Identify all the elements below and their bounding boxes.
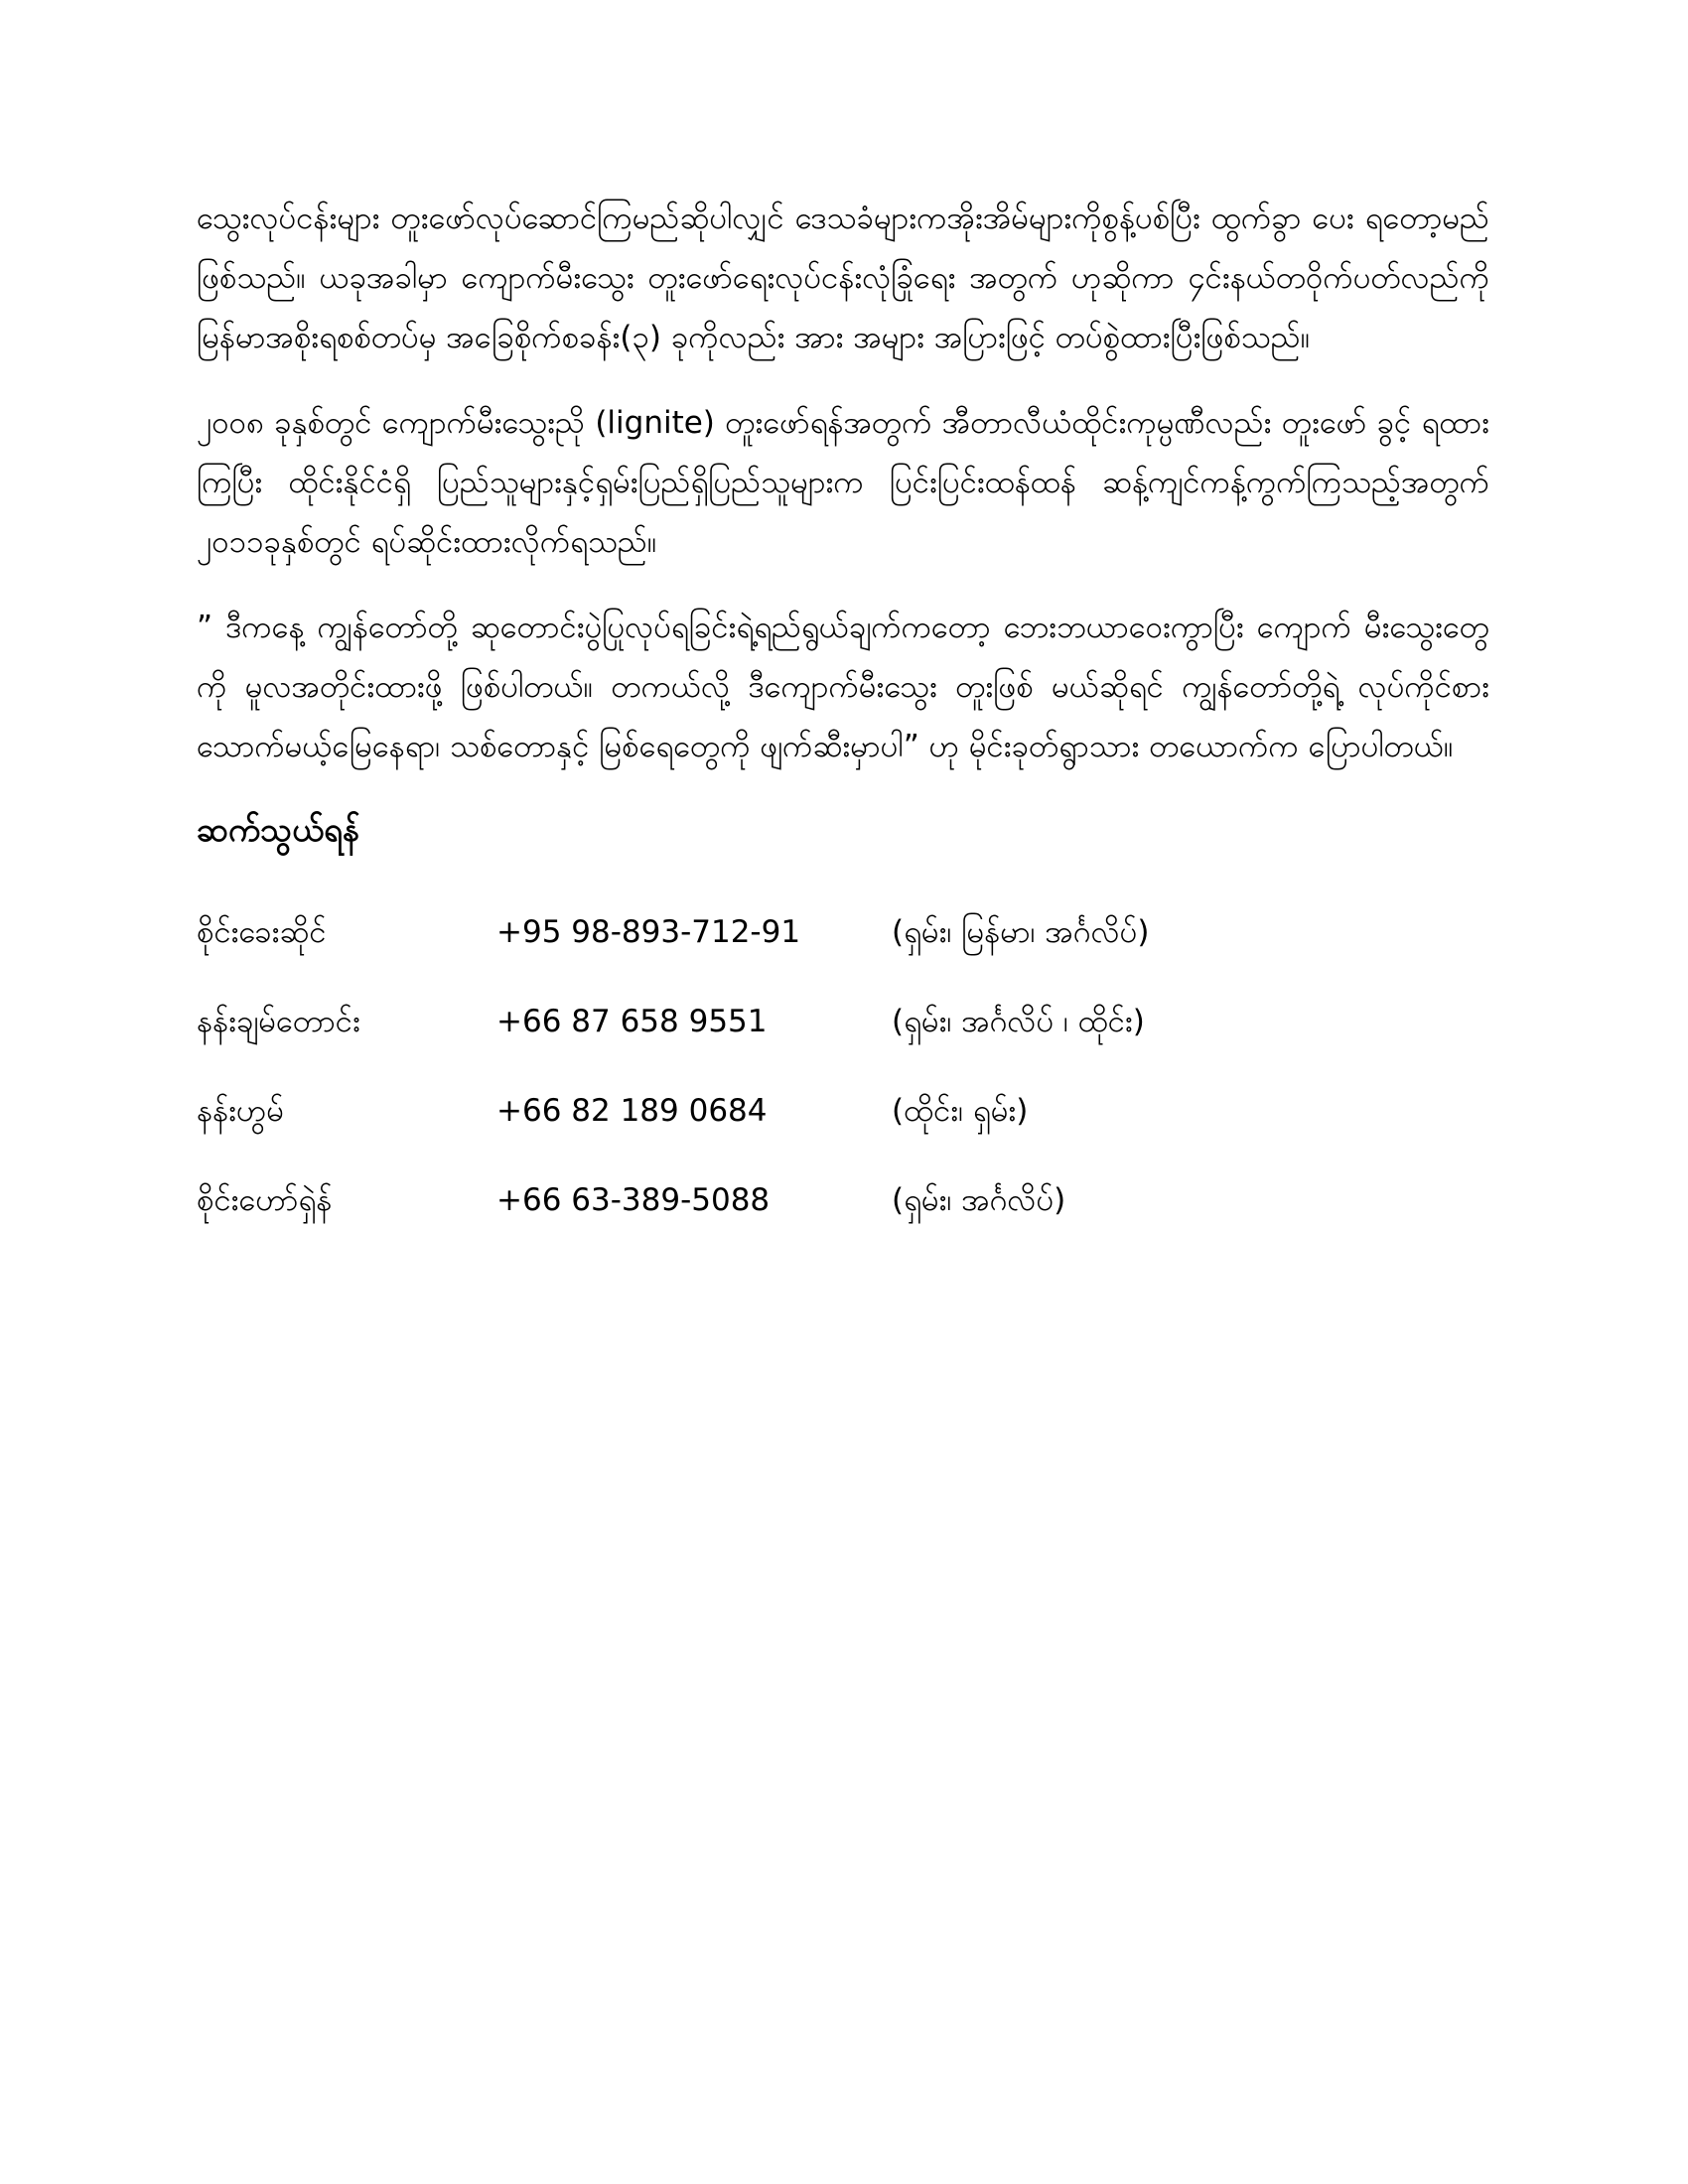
contact-phone: +66 87 658 9551 (496, 1004, 768, 1039)
contact-phone: +95 98-893-712-91 (496, 914, 801, 950)
paragraph-villager-quote: ” ဒီကနေ့ ကျွန်တော်တို့ ဆုတောင်းပွဲပြုလုပ်ရခြင်းရဲ့ရည်ရွယ်ချက်ကတော့ ဘေးဘယာဝေးကွာပြီး ကျောက် မီးသွေးတွေကို မူလအတိုင်းထားဖို့ ဖြစ်ပါတယ်။ တကယ်လို့ ဒီကျောက်မီးသွေး တူးဖြစ် မယ်ဆိုရင် ကျွန်တော်တို့ရဲ့ လုပ်ကိုင်စားသောက်မယ့်မြေနေရာ၊ သစ်တောနှင့် မြစ်ရေတွေကို ဖျက်ဆီးမှာပါ” ဟု မိုင်းခုတ်ရွာသား တယောက်က ပြောပါတယ်။ (197, 610, 1489, 764)
document-body (197, 189, 1489, 1245)
contact-phone: +66 63-389-5088 (496, 1182, 771, 1218)
paragraph-lignite-history: ၂၀၀၈ ခုနှစ်တွင် ကျောက်မီးသွေးညို (lignite) တူးဖော်ရန်အတွက် အီတာလီယံထိုင်းကုမ္ပဏီလည်း တူးဖော် ခွင့် ရထားကြပြီး ထိုင်းနိုင်ငံရှိ ပြည်သူများနှင့်ရှမ်းပြည်ရှိပြည်သူများက ပြင်းပြင်းထန်ထန် ဆန့်ကျင်ကန့်ကွက်ကြသည့်အတွက် ၂၀၁၁ခုနှစ်တွင် ရပ်ဆိုင်းထားလိုက်ရသည်။ (197, 405, 1489, 560)
contact-phone: +66 82 189 0684 (496, 1093, 768, 1129)
contact-row (197, 1066, 1289, 1156)
contact-row (197, 977, 1289, 1066)
contact-languages: (ရှမ်း၊ အင်္ဂလိပ်) (892, 1182, 1066, 1218)
contact-name: စိုင်းခေးဆိုင် (197, 914, 327, 950)
contact-row (197, 1156, 1289, 1245)
contact-languages: (ရှမ်း၊ မြန်မာ၊ အင်္ဂလိပ်) (892, 914, 1150, 950)
contact-languages: (ရှမ်း၊ အင်္ဂလိပ် ၊ ထိုင်း) (892, 1004, 1145, 1039)
contact-name: နန်းဟွမ် (197, 1093, 285, 1129)
paragraph-mining-impact: သွေးလုပ်ငန်းများ တူးဖော်လုပ်ဆောင်ကြမည်ဆိုပါလျှင် ဒေသခံများကအိုးအိမ်များကိုစွန့်ပစ်ပြီး ထွက်ခွာ ပေး ရတော့မည်ဖြစ်သည်။ ယခုအခါမှာ ကျောက်မီးသွေး တူးဖော်ရေးလုပ်ငန်းလုံခြုံရေး အတွက် ဟုဆိုကာ ၄င်းနယ်တဝိုက်ပတ်လည်ကို မြန်မာအစိုးရစစ်တပ်မှ အခြေစိုက်စခန်း(၃) ခုကိုလည်း အား အများ အပြားဖြင့် တပ်စွဲထားပြီးဖြစ်သည်။ (197, 201, 1489, 355)
contact-list (197, 887, 1289, 1245)
contact-heading: ဆက်သွယ်ရန် (197, 810, 360, 849)
contact-languages: (ထိုင်း၊ ရှမ်း) (892, 1093, 1029, 1129)
contact-row (197, 887, 1289, 977)
contact-name: စိုင်းဟော်ရှဲန် (197, 1182, 333, 1218)
contact-name: နန်းချမ်တောင်း (197, 1004, 360, 1039)
